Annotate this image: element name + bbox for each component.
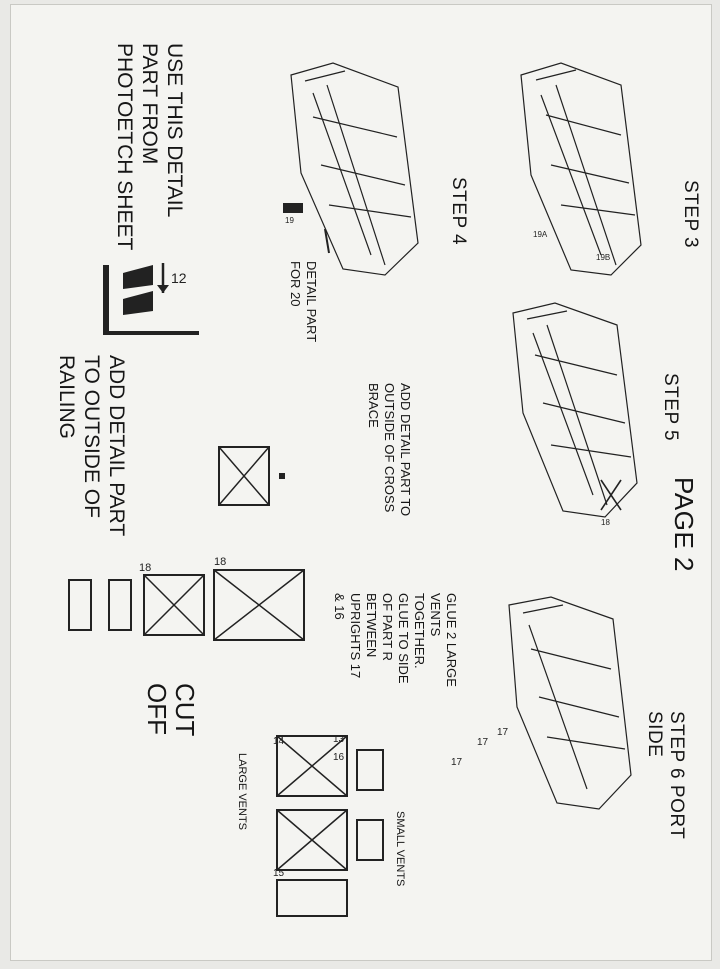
- cross-brace-detail: [215, 443, 285, 513]
- photoetch-note: [112, 43, 187, 250]
- part-18-label: 18: [601, 518, 610, 527]
- page-title: PAGE 2: [669, 477, 699, 573]
- part-16-label: 16: [333, 752, 345, 763]
- step-5-label: STEP 5: [660, 373, 681, 442]
- part-12-label: 12: [171, 270, 187, 286]
- note-line: UPRIGHTS 17: [348, 593, 363, 679]
- step-5-hull-drawing: [491, 295, 651, 535]
- note-line: BETWEEN: [364, 593, 379, 658]
- note-line: ADD DETAIL PART: [105, 355, 128, 537]
- photoetch-line: PART FROM: [138, 43, 161, 165]
- railing-panels: [69, 555, 319, 655]
- note-line: BRACE: [366, 383, 381, 428]
- note-line: TOGETHER.: [412, 593, 427, 669]
- step-6-label: STEP 6 PORT SIDE: [644, 711, 687, 839]
- glue-vents-note: [331, 593, 459, 687]
- photoetch-detail-part: [93, 255, 203, 335]
- cut-off-label: [143, 683, 199, 736]
- svg-text:19B: 19B: [596, 253, 611, 262]
- note-line: GLUE TO SIDE: [396, 593, 411, 684]
- note-line: ADD DETAIL PART TO: [398, 383, 413, 517]
- note-line: & 16: [332, 593, 347, 620]
- part-17-label: 17: [451, 757, 463, 768]
- part-17-label: 17: [497, 727, 509, 738]
- cut-word: CUT: [170, 683, 200, 737]
- note-line: TO OUTSIDE OF: [80, 355, 103, 518]
- vents-assembly: [273, 730, 403, 920]
- small-vents-label: SMALL VENTS: [394, 811, 406, 887]
- note-line: OUTSIDE OF CROSS: [382, 383, 397, 513]
- part-19-label: 19: [285, 216, 294, 225]
- part-18-label: 18: [139, 562, 152, 574]
- photoetch-line: USE THIS DETAIL: [163, 43, 186, 218]
- step-4-hull-drawing: [273, 53, 433, 283]
- svg-text:19A: 19A: [533, 230, 548, 239]
- part-17-label: 17: [477, 737, 489, 748]
- photoetch-line: PHOTOETCH SHEET: [113, 43, 136, 251]
- note-line: OF PART R: [380, 593, 395, 661]
- part-13-label: 13: [333, 734, 345, 745]
- note-line: VENTS: [428, 593, 443, 637]
- step-4-label: STEP 4: [448, 177, 469, 246]
- railing-note: [54, 355, 129, 536]
- note-line: DETAIL PART: [304, 261, 319, 343]
- note-line: FOR 20: [288, 261, 303, 307]
- off-word: OFF: [142, 683, 172, 735]
- cross-brace-note: [365, 383, 413, 516]
- large-vents-label: LARGE VENTS: [236, 753, 248, 831]
- note-line: GLUE 2 LARGE: [444, 593, 459, 687]
- step-3-hull-drawing: [501, 55, 651, 295]
- instruction-sheet: [10, 4, 712, 961]
- note-line: RAILING: [55, 355, 78, 440]
- part-18-label: 18: [214, 556, 227, 568]
- part-15-label: 15: [273, 868, 285, 879]
- part-14-label: 14: [273, 736, 285, 747]
- step-3-label: STEP 3: [680, 180, 701, 249]
